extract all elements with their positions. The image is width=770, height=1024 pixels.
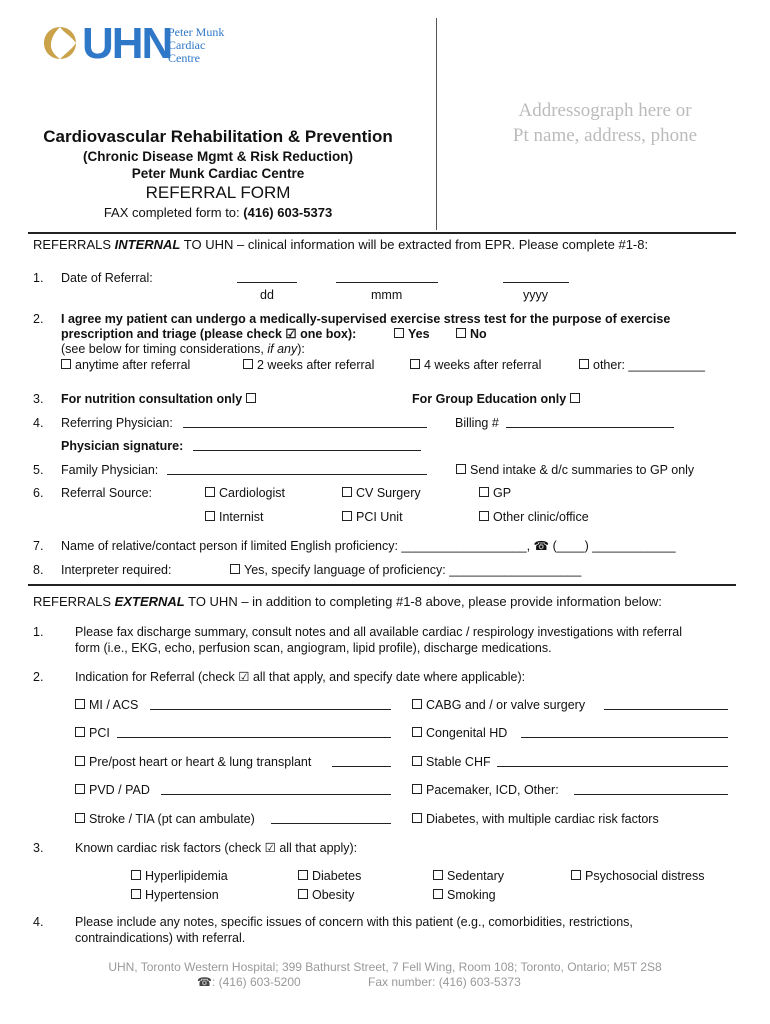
item-number: 5. (33, 463, 44, 477)
risk-diabetes[interactable]: Diabetes (298, 868, 361, 884)
relative-contact-line[interactable]: Name of relative/contact person if limited English proficiency: __________________, ☎ (____) ____________ (61, 539, 676, 553)
section-divider (28, 584, 736, 586)
item-number: 3. (33, 841, 44, 855)
group-ed-checkbox[interactable] (570, 392, 584, 406)
referring-physician-label: Referring Physician: (61, 416, 173, 430)
risk-factors-instruction: Known cardiac risk factors (check ☑ all that apply): (75, 841, 358, 855)
indication-congenital[interactable]: Congenital HD (412, 725, 507, 741)
indication-transplant[interactable]: Pre/post heart or heart & lung transplant (75, 754, 311, 770)
billing-field[interactable] (506, 415, 674, 428)
header-divider (436, 18, 437, 230)
phone-icon: ☎ (533, 539, 550, 553)
risk-sedentary[interactable]: Sedentary (433, 868, 504, 884)
2wk-checkbox[interactable]: 2 weeks after referral (243, 357, 374, 373)
logo-sub-line: Cardiac (168, 38, 206, 52)
interpreter-label: Interpreter required: (61, 563, 172, 577)
indication-chf[interactable]: Stable CHF (412, 754, 491, 770)
gp-checkbox[interactable]: GP (479, 485, 511, 501)
family-physician-field[interactable] (167, 462, 427, 475)
internist-checkbox[interactable]: Internist (205, 509, 263, 525)
physician-signature-label: Physician signature: (61, 439, 184, 453)
addressograph-line: Pt name, address, phone (512, 125, 698, 146)
phone-icon: ☎ (197, 975, 212, 989)
section-divider (28, 232, 736, 234)
other-timing-checkbox[interactable]: other: ___________ (579, 357, 705, 373)
stress-test-question: I agree my patient can undergo a medically-supervised exercise stress test for the purpose of exercise (61, 312, 671, 326)
item-number: 4. (33, 416, 44, 430)
item-number: 8. (33, 563, 44, 577)
family-physician-label: Family Physician: (61, 463, 159, 477)
indication-diabetes[interactable]: Diabetes, with multiple cardiac risk factors (412, 811, 659, 827)
referring-physician-field[interactable] (183, 415, 427, 428)
footer-phone: ☎: (416) 603-5200 (197, 975, 301, 989)
no-checkbox[interactable]: No (456, 326, 487, 342)
item-number: 2. (33, 670, 44, 684)
risk-smoking[interactable]: Smoking (433, 887, 496, 903)
nutrition-option[interactable]: For nutrition consultation only (61, 391, 260, 407)
indication-pacemaker[interactable]: Pacemaker, ICD, Other: (412, 782, 559, 798)
fax-label: FAX completed form to: (103, 205, 240, 220)
form-name: REFERRAL FORM (145, 183, 291, 202)
other-clinic-checkbox[interactable]: Other clinic/office (479, 509, 589, 525)
send-gp-checkbox[interactable]: Send intake & d/c summaries to GP only (456, 462, 694, 478)
year-field[interactable] (503, 270, 569, 283)
fax-line (30, 205, 406, 220)
footer-fax: Fax number: (416) 603-5373 (368, 975, 521, 989)
risk-hyperlipidemia[interactable]: Hyperlipidemia (131, 868, 228, 884)
indication-instruction: Indication for Referral (check ☑ all that apply, and specify date where applicable): (75, 670, 526, 684)
addressograph-line: Addressograph here or (518, 100, 692, 121)
risk-psychosocial[interactable]: Psychosocial distress (571, 868, 705, 884)
indication-chf-field[interactable] (497, 754, 728, 767)
logo-subtitle (168, 26, 224, 65)
day-caption: dd (260, 288, 274, 302)
notes-instruction: Please include any notes, specific issues of concern with this patient (e.g., comorbidities, restrictions, (75, 915, 633, 929)
physician-signature-field[interactable] (193, 438, 421, 451)
item-number: 6. (33, 486, 44, 500)
group-ed-option[interactable]: For Group Education only (412, 391, 584, 407)
yes-checkbox[interactable]: Yes (394, 326, 430, 342)
logo-text: UHN (82, 19, 172, 68)
form-title: Cardiovascular Rehabilitation & Prevention (43, 127, 393, 146)
logo-sub-line: Peter Munk (168, 25, 225, 39)
indication-mi-acs-field[interactable] (150, 697, 391, 710)
item-number: 4. (33, 915, 44, 929)
indication-pci-field[interactable] (117, 725, 391, 738)
indication-congenital-field[interactable] (521, 725, 728, 738)
internal-header: REFERRALS INTERNAL TO UHN – clinical information will be extracted from EPR. Please complete #1-8: (33, 237, 649, 252)
item-number: 1. (33, 271, 44, 285)
pci-unit-checkbox[interactable]: PCI Unit (342, 509, 403, 525)
interpreter-yes-checkbox[interactable]: Yes, specify language of proficiency: ___________________ (230, 562, 581, 578)
form-centre: Peter Munk Cardiac Centre (131, 166, 305, 181)
risk-obesity[interactable]: Obesity (298, 887, 354, 903)
item-number: 3. (33, 392, 44, 406)
indication-mi-acs[interactable]: MI / ACS (75, 697, 138, 713)
cv-surgery-checkbox[interactable]: CV Surgery (342, 485, 421, 501)
item-number: 2. (33, 312, 44, 326)
billing-label: Billing # (455, 416, 499, 430)
risk-hypertension[interactable]: Hypertension (131, 887, 219, 903)
item-number: 1. (33, 625, 44, 639)
notes-instruction-2: contraindications) with referral. (75, 931, 246, 945)
date-label: Date of Referral: (61, 271, 153, 285)
item-number: 7. (33, 539, 44, 553)
footer-address: UHN, Toronto Western Hospital; 399 Bathurst Street, 7 Fell Wing, Room 108; Toronto, Ontario; M5T 2S8 (108, 960, 662, 974)
month-field[interactable] (336, 270, 438, 283)
indication-pvd-pad-field[interactable] (161, 782, 391, 795)
year-caption: yyyy (523, 288, 548, 302)
nutrition-checkbox[interactable] (246, 392, 260, 406)
cardiologist-checkbox[interactable]: Cardiologist (205, 485, 285, 501)
external-instruction-1: Please fax discharge summary, consult notes and all available cardiac / respirology investigations with referral (75, 625, 683, 639)
stress-test-question-2: prescription and triage (please check ☑ one box): (61, 327, 357, 341)
external-instruction-1b: form (i.e., EKG, echo, perfusion scan, angiogram, lipid profile), discharge medications. (75, 641, 552, 655)
external-header: REFERRALS EXTERNAL TO UHN – in addition to completing #1-8 above, please provide information below: (33, 594, 662, 609)
logo-sub-line: Centre (168, 51, 200, 65)
timing-note: (see below for timing considerations, if any): (61, 342, 305, 356)
indication-cabg[interactable]: CABG and / or valve surgery (412, 697, 585, 713)
fax-number: (416) 603-5373 (243, 205, 333, 220)
indication-stroke-field[interactable] (271, 811, 391, 824)
anytime-checkbox[interactable]: anytime after referral (61, 357, 190, 373)
4wk-checkbox[interactable]: 4 weeks after referral (410, 357, 541, 373)
indication-pvd-pad[interactable]: PVD / PAD (75, 782, 150, 798)
indication-transplant-field[interactable] (332, 754, 391, 767)
month-caption: mmm (371, 288, 403, 302)
addressograph-placeholder (470, 98, 740, 148)
indication-stroke-tia[interactable]: Stroke / TIA (pt can ambulate) (75, 811, 255, 827)
indication-pacemaker-field[interactable] (574, 782, 728, 795)
form-subtitle: (Chronic Disease Mgmt & Risk Reduction) (82, 149, 354, 164)
referral-source-label: Referral Source: (61, 486, 153, 500)
indication-cabg-field[interactable] (604, 697, 728, 710)
indication-pci[interactable]: PCI (75, 725, 110, 741)
uhn-logo-icon (42, 25, 78, 61)
day-field[interactable] (237, 270, 297, 283)
